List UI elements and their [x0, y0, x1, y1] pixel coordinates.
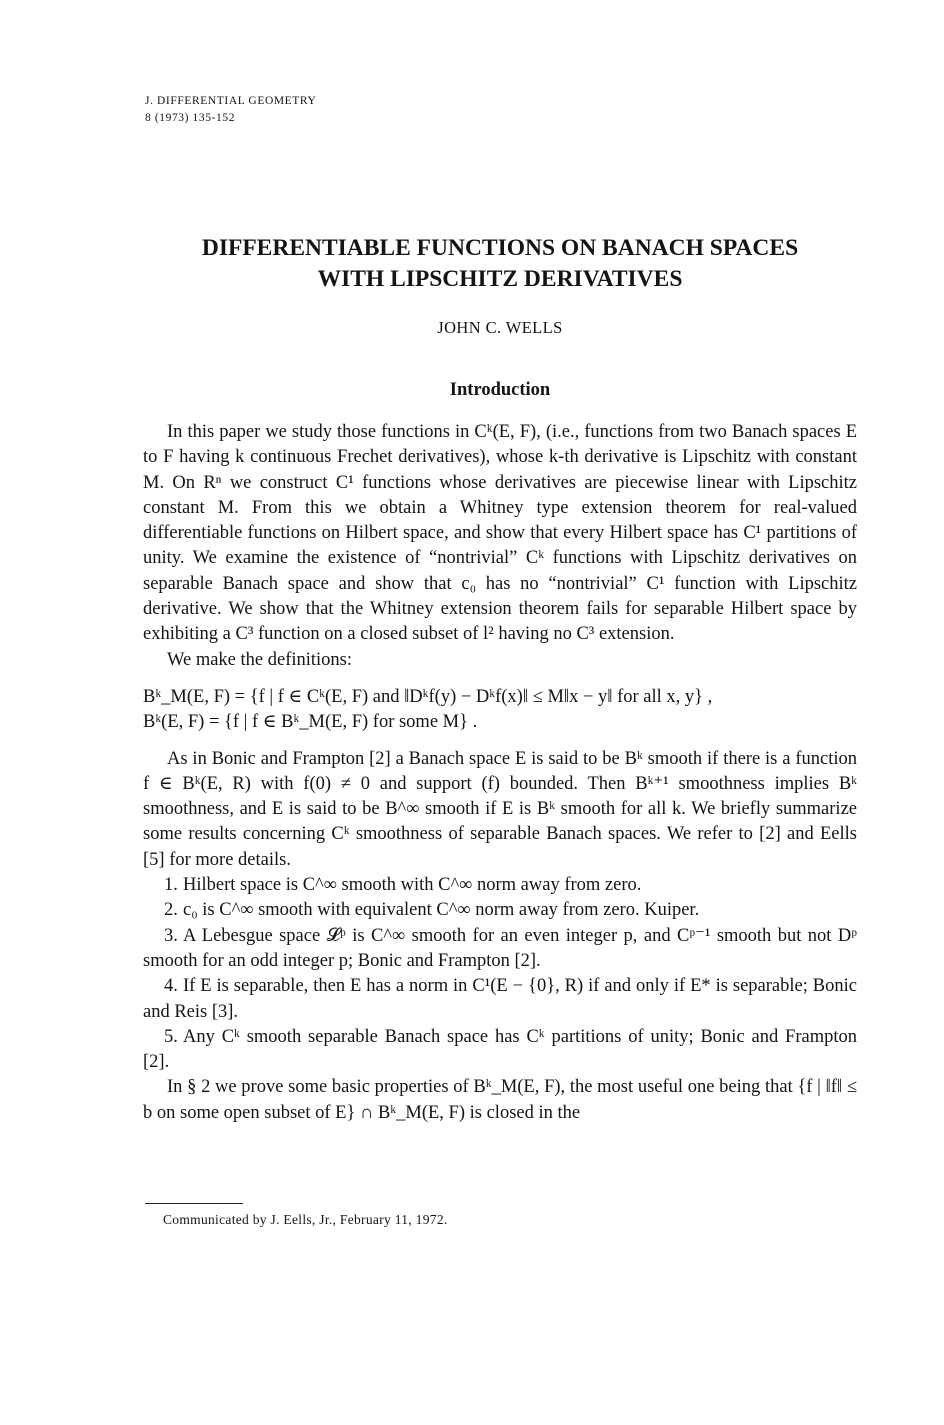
list-item [143, 898, 857, 923]
title-line-1: DIFFERENTIABLE FUNCTIONS ON BANACH SPACES [201, 235, 799, 261]
equation-1: Bᵏ_M(E, F) = {f | f ∈ Cᵏ(E, F) and ‖Dᵏf(y) − Dᵏf(x)‖ ≤ M‖x − y‖ for all x, y} , [143, 686, 713, 707]
body-text [143, 420, 857, 1126]
title-line-2: WITH LIPSCHITZ DERIVATIVES [317, 266, 683, 292]
section-heading: Introduction [449, 380, 551, 400]
closing-paragraph: In § 2 we prove some basic properties of Bᵏ_M(E, F), the most useful one being that {f | ‖f‖ ≤ b on some open subset of E} ∩ Bᵏ_M(E, F) is closed in the [143, 1077, 857, 1123]
journal-header [145, 93, 316, 127]
smoothness-paragraph: As in Bonic and Frampton [2] a Banach space E is said to be Bᵏ smooth if there is a function f ∈ Bᵏ(E, R) with f(0) ≠ 0 and support (f) bounded. Then Bᵏ⁺¹ smoothness implies Bᵏ smoothness, and E is said to be B^∞ smooth if E is Bᵏ smooth for all k. We briefly summarize some results concerning Cᵏ smoothness of separable Banach spaces. We refer to [2] and Eells [5] for more details. [143, 748, 857, 870]
author-name: JOHN C. WELLS [437, 318, 563, 337]
list-item [143, 1025, 857, 1076]
footnote-rule [145, 1203, 243, 1204]
list-item-text: Hilbert space is C^∞ smooth with C^∞ norm away from zero. [183, 875, 642, 896]
list-item [143, 873, 857, 898]
list-item-number: 2. [164, 900, 178, 921]
list-item-text: If E is separable, then E has a norm in C¹(E − {0}, R) if and only if E* is separable; Bonic and Reis [3]. [143, 976, 857, 1022]
list-item [143, 974, 857, 1025]
list-item [143, 924, 857, 975]
list-item-number: 1. [164, 875, 178, 896]
journal-name: J. DIFFERENTIAL GEOMETRY [145, 95, 317, 107]
definitions-intro: We make the definitions: [167, 649, 352, 670]
list-item-text: c₀ is C^∞ smooth with equivalent C^∞ norm away from zero. Kuiper. [183, 900, 700, 921]
paper-title [100, 233, 900, 295]
footnote: Communicated by J. Eells, Jr., February 11, 1972. [163, 1212, 448, 1227]
definition-equations [143, 685, 857, 736]
list-item-text: Any Cᵏ smooth separable Banach space has Cᵏ partitions of unity; Bonic and Frampton [2]. [143, 1026, 857, 1073]
journal-volume: 8 (1973) 135-152 [145, 112, 236, 124]
list-item-number: 4. [164, 976, 178, 997]
list-item-number: 5. [164, 1026, 178, 1047]
intro-paragraph: In this paper we study those functions in Cᵏ(E, F), (i.e., functions from two Banach spaces E to F having k continuous Frechet derivatives), whose k-th derivative is Lipschitz with constant M. On Rⁿ we construct C¹ functions whose derivatives are piecewise linear with Lipschitz constant M. From this we obtain a Whitney type extension theorem for real-valued differentiable functions on Hilbert space, and show that every Hilbert space has C¹ partitions of unity. We examine the existence of “nontrivial” Cᵏ functions with Lipschitz derivatives on separable Banach space and show that c₀ has no “nontrivial” C¹ function with Lipschitz derivative. We show that the Whitney extension theorem fails for separable Hilbert space by exhibiting a C³ function on a closed subset of l² having no C³ extension. [143, 422, 857, 645]
equation-2: Bᵏ(E, F) = {f | f ∈ Bᵏ_M(E, F) for some M} . [143, 712, 478, 733]
list-item-text: A Lebesgue space 𝓛ᵖ is C^∞ smooth for an even integer p, and Cᵖ⁻¹ smooth but not Dᵖ smooth for an odd integer p; Bonic and Frampton [2]. [143, 925, 857, 971]
list-item-number: 3. [164, 925, 178, 946]
